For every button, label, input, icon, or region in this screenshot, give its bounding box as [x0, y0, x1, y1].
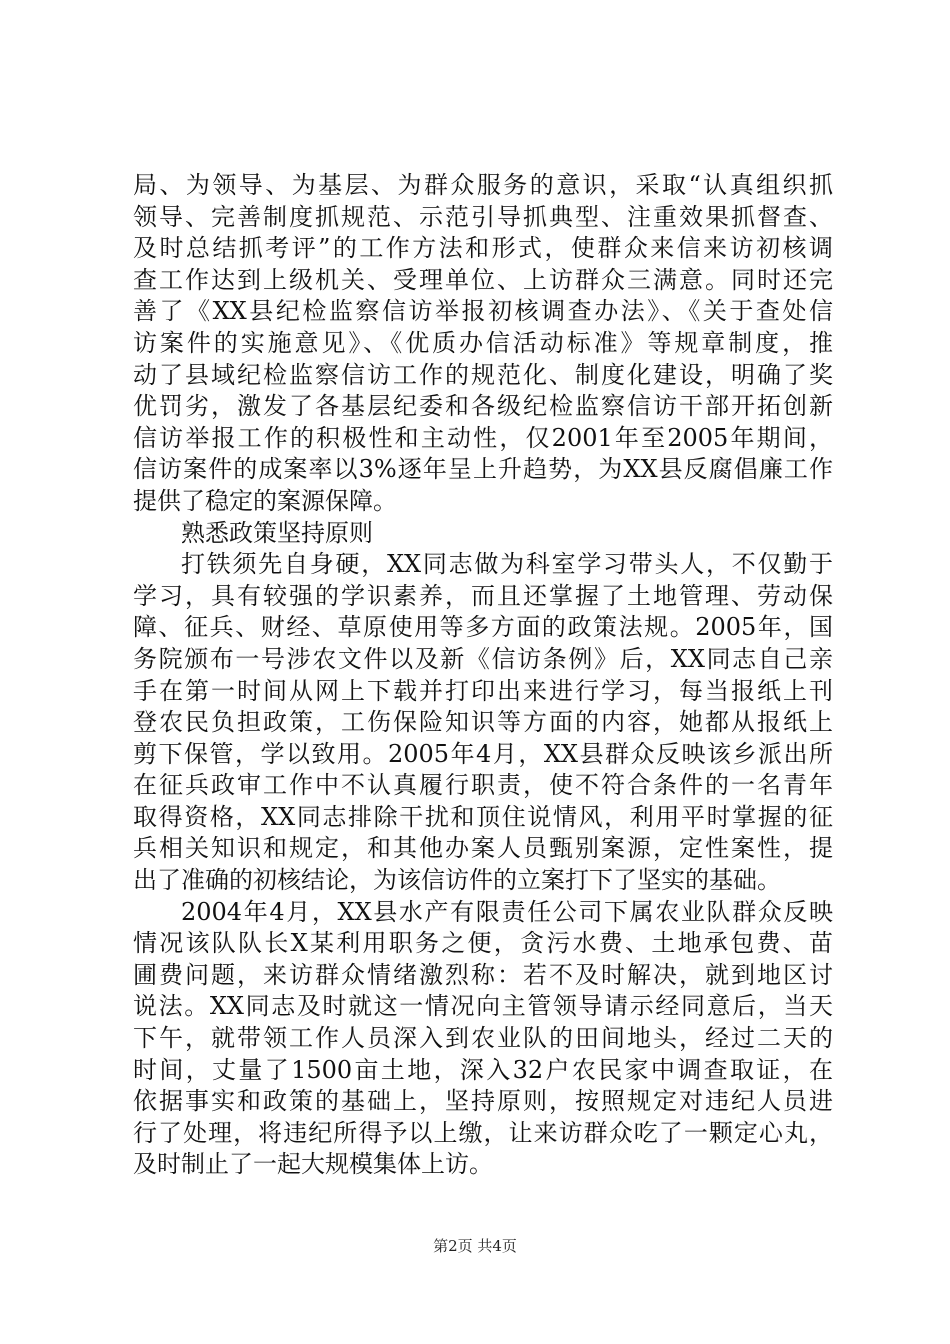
text-line: 出了准确的初核结论，为该信访件的立案打下了坚实的基础。 [133, 866, 781, 895]
text-line: 登农民负担政策，工伤保险知识等方面的内容，她都从报纸上 [133, 708, 833, 737]
text-line: 善了《XX县纪检监察信访举报初核调查办法》、《关于查处信 [133, 297, 833, 326]
text-line: 务院颁布一号涉农文件以及新《信访条例》后，XX同志自己亲 [133, 644, 833, 673]
text-line: 2004年4月，XX县水产有限责任公司下属农业队群众反映 [181, 897, 833, 926]
text-line: 信访案件的成案率以3%逐年呈上升趋势，为XX县反腐倡廉工作 [133, 455, 833, 484]
text-line: 手在第一时间从网上下载并打印出来进行学习，每当报纸上刊 [133, 676, 833, 705]
text-line: 打铁须先自身硬，XX同志做为科室学习带头人，不仅勤于 [181, 550, 833, 579]
text-line: 领导、完善制度抓规范、示范引导抓典型、注重效果抓督查、 [133, 202, 833, 231]
text-line: 信访举报工作的积极性和主动性，仅2001年至2005年期间， [133, 423, 833, 452]
text-line: 情况该队队长X某利用职务之便，贪污水费、土地承包费、苗 [133, 929, 833, 958]
text-line: 提供了稳定的案源保障。 [133, 486, 397, 515]
text-line: 障、征兵、财经、草原使用等多方面的政策法规。2005年，国 [133, 613, 833, 642]
text-line: 优罚劣，激发了各基层纪委和各级纪检监察信访干部开拓创新 [133, 392, 833, 421]
text-line: 局、为领导、为基层、为群众服务的意识，采取“认真组织抓 [133, 171, 833, 199]
text-line: 圃费问题，来访群众情绪激烈称：若不及时解决，就到地区讨 [133, 960, 833, 989]
text-line: 及时总结抓考评”的工作方法和形式，使群众来信来访初核调 [133, 234, 833, 263]
page-number-footer: 第2页 共4页 [433, 1237, 517, 1255]
text-line: 及时制止了一起大规模集体上访。 [133, 1150, 493, 1179]
text-line: 在征兵政审工作中不认真履行职责，使不符合条件的一名青年 [133, 771, 833, 800]
text-line: 说法。XX同志及时就这一情况向主管领导请示经同意后，当天 [133, 992, 833, 1021]
text-line: 动了县域纪检监察信访工作的规范化、制度化建设，明确了奖 [133, 360, 833, 389]
section-heading: 熟悉政策坚持原则 [181, 518, 373, 547]
text-line: 下午，就带领工作人员深入到农业队的田间地头，经过二天的 [133, 1024, 833, 1053]
body-text [133, 170, 833, 1181]
text-line: 剪下保管，学以致用。2005年4月，XX县群众反映该乡派出所 [133, 739, 833, 768]
text-line: 访案件的实施意见》、《优质办信活动标准》等规章制度，推 [133, 328, 833, 357]
text-line: 兵相关知识和规定，和其他办案人员甄别案源，定性案性，提 [133, 834, 833, 863]
text-line: 依据事实和政策的基础上，坚持原则，按照规定对违纪人员进 [133, 1087, 833, 1116]
text-line: 取得资格，XX同志排除干扰和顶住说情风，利用平时掌握的征 [133, 802, 833, 831]
text-line: 查工作达到上级机关、受理单位、上访群众三满意。同时还完 [133, 265, 833, 294]
text-line: 学习，具有较强的学识素养，而且还掌握了土地管理、劳动保 [133, 581, 833, 610]
text-line: 行了处理，将违纪所得予以上缴，让来访群众吃了一颗定心丸， [133, 1118, 833, 1147]
text-line: 时间，丈量了1500亩土地，深入32户农民家中调查取证，在 [133, 1055, 833, 1084]
